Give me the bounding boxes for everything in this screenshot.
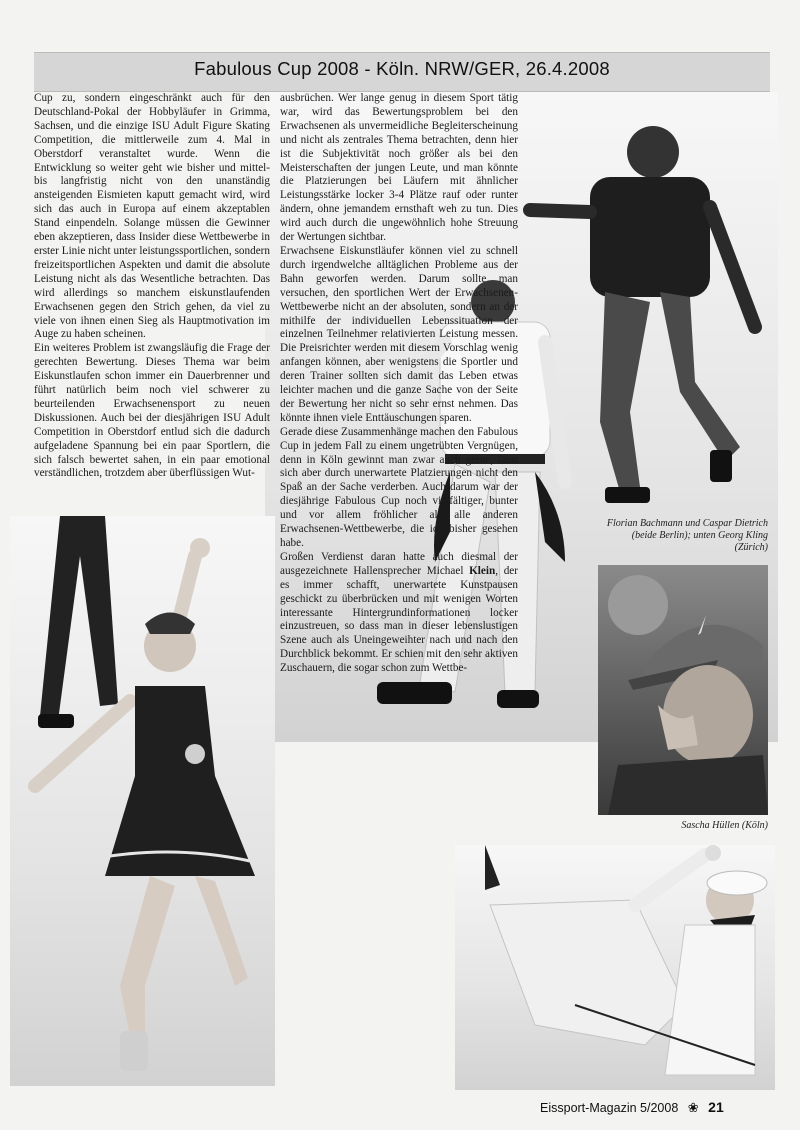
page-title: Fabulous Cup 2008 - Köln. NRW/GER, 26.4.2008 xyxy=(194,58,610,79)
article-paragraph xyxy=(280,551,518,676)
photo-sailor-skater-drawing xyxy=(455,845,775,1090)
caption-man-with-cap: Sascha Hüllen (Köln) xyxy=(681,820,768,831)
photo-man-with-cap-drawing xyxy=(598,565,768,815)
caption-skaters: Florian Bachmann und Caspar Dietrich (beide Berlin); unten Georg Kling (Zürich) xyxy=(606,518,768,553)
article-paragraph: Cup zu, sondern eingeschränkt auch für den Deutschland-Pokal der Hobbyläufer in Grimma, Sachsen, und die einzige ISU Adult Figure Skating Competition, die mittlerweile zum 4. Mal in Oberstdorf veranstaltet wurde. Wenn die Entwicklung so weiter geht wie bisher und mittel- bis langfristig nicht von den unanständig ansteigenden Eismieten kaputt gemacht wird, wird sich das auch in Europa auf einem akzeptablen Stand einpendeln. Solange müssen die Gewinner eben akzeptieren, dass Insider diese Wettbewerbe in erster Linie nicht unter leistungssportlichen, sondern freizeitsportlichen Aspekten und damit die absolute Leistung nicht als das Wesentliche betrachten. Das wird allerdings so manchem eiskunstlaufenden Erwachsenen gegen den Strich gehen, da viel zu viele von ihnen einen Sieg als Hauptmotivation im Auge zu haben scheinen. xyxy=(34,92,270,341)
article-column-2 xyxy=(280,92,518,676)
article-paragraph: Erwachsene Eiskunstläufer können viel zu schnell durch irgendwelche alltäglichen Probleme aus der Bahn geworfen werden. Darum sollte man versuchen, den sportlichen Wert der Erwachsenen-Wettbewerbe nicht an der absoluten, sondern an der mithilfe der individuellen Lebenssituation der einzelnen Teilnehmer relativierten Leistung messen. Die Preisrichter werden mit diesem Vorschlag wenig anfangen können, aber wenigstens die Sportler und deren Trainer sollten sich damit das Leben etwas leichter machen und die ganze Sache von der Seite der Bewertung her nicht so sehr ernst nehmen. Das könnte ihnen viele Enttäuschungen sparen. xyxy=(280,244,518,424)
photo-female-skater-drawing xyxy=(10,516,275,1086)
article-column-1 xyxy=(34,92,270,481)
article-paragraph: Gerade diese Zusammenhänge machen den Fabulous Cup in jedem Fall zu einem ungetrübten Vergnügen, denn in Köln gewinnt man zwar auch gerne, lässt sich aber durch unerwartete Platzierungen nicht den Spaß an der Sache verderben. Auch darum war der diesjährige Fabulous Cup noch vielfältiger, bunter und vor allem fröhlicher als alle anderen Erwachsenen-Wettbewerbe, die ich bisher gesehen habe. xyxy=(280,425,518,549)
photo-sailor-skater xyxy=(455,845,775,1090)
text-run: Großen Verdienst daran hatte auch diesmal der ausgezeichnete Hallensprecher Michael xyxy=(280,550,518,577)
article-paragraph: ausbrüchen. Wer lange genug in diesem Sport tätig war, wird das Bewertungsproblem bei den Erwachsenen als unvermeidliche Begleiterscheinung und nicht als zentrales Thema betrachten, denn hier ist die Subjektivität noch größer als bei den Meisterschaften der jungen Leute, und man könnte die Platzierungen bei Läufern mit ähnlicher Leistungsstärke locker 3-4 Plätze rauf oder runter ändern, ohne jemandem ernsthaft weh zu tun. Dies wird auch durch die ungewöhnlich hohe Streuung der Wertungen sichtbar. xyxy=(280,92,518,244)
photo-female-skater xyxy=(10,516,275,1086)
article-paragraph: Ein weiteres Problem ist zwangsläufig die Frage der gerechten Bewertung. Dieses Thema war beim Eiskunstlaufen schon immer ein Dauerbrenner und führt natürlich beim noch viel schwerer zu beurteilenden Erwachsenensport zu neuen Diskussionen. Auch bei der diesjährigen ISU Adult Competition in Oberstdorf entlud sich die dadurch aufgeladene Spannung bei ein paar Sportlern, die sich falsch bewertet sahen, in ein paar emotional verständlichen, trotzdem aber überflüssigen Wut- xyxy=(34,342,270,480)
magazine-logo-icon: ❀ xyxy=(687,1100,699,1115)
speaker-name: Klein xyxy=(469,564,496,577)
text-run: , der es immer schafft, unerwartete Kunstpausen geschickt zu überbrücken und mit wenigen Worten interessante Hintergrundinformationen locker einzustreuen, so dass man in dieser lebenslustigen Szene auch als Uneingeweihter nach und nach den Durchblick bekommt. Er schien mit den sehr aktiven Zuschauern, die sogar schon zum Wettbe- xyxy=(280,564,518,675)
page-number: 21 xyxy=(708,1099,724,1115)
magazine-name: Eissport-Magazin 5/2008 xyxy=(540,1101,679,1115)
page-footer xyxy=(540,1099,772,1119)
photo-man-with-cap xyxy=(598,565,768,815)
